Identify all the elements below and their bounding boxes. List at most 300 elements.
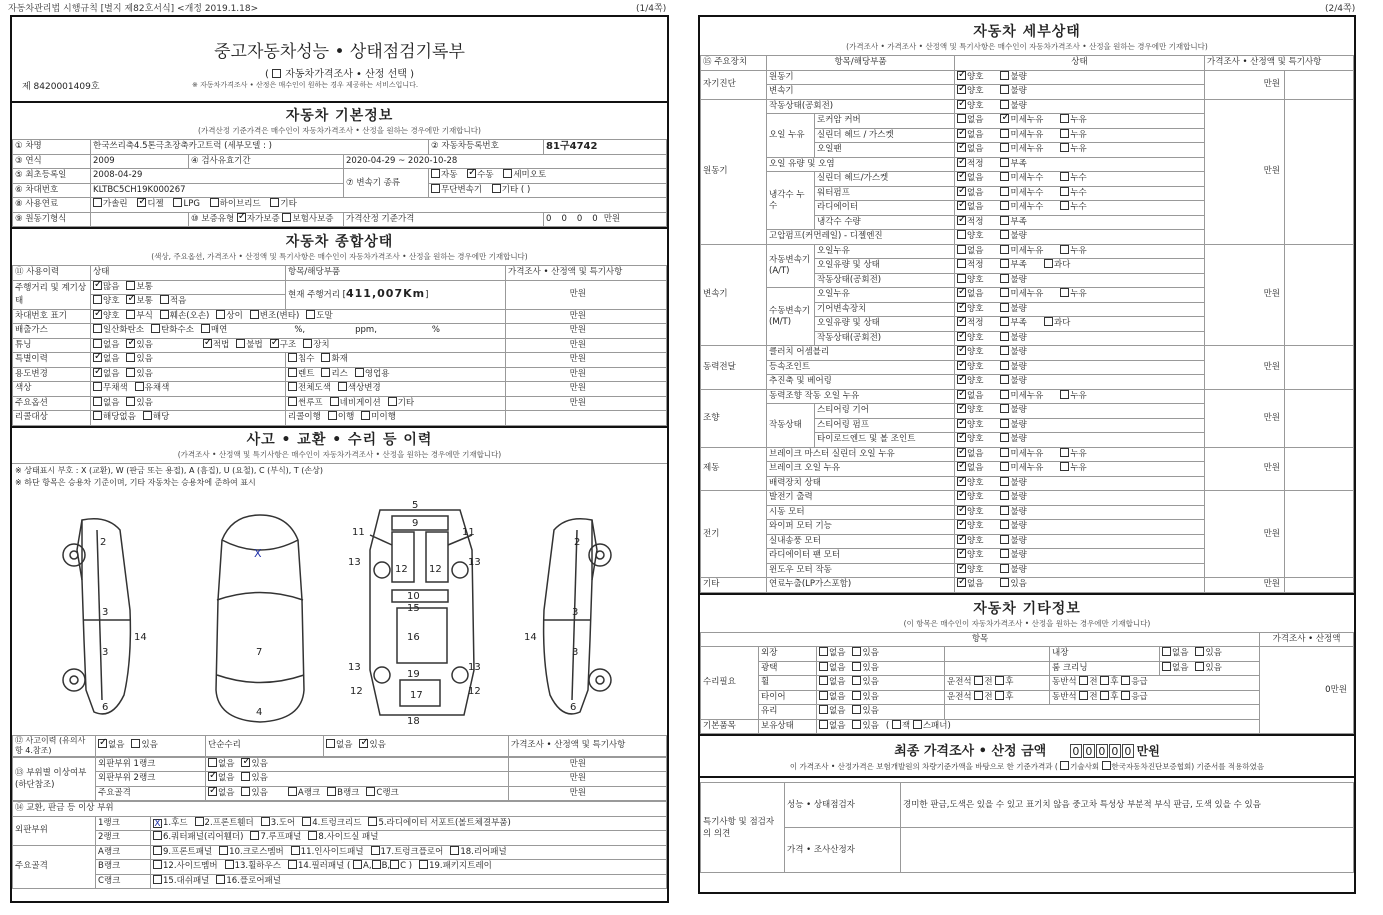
part-label-10: 10 [407,590,420,602]
trans-other-checkbox[interactable] [492,184,501,193]
year-label: ③ 연식 [13,154,91,169]
special-fire-checkbox[interactable] [321,353,330,362]
pillar-b-checkbox[interactable] [372,860,381,869]
state-checkbox[interactable] [957,288,966,297]
glass-none-checkbox[interactable] [819,705,828,714]
frame-rankB-checkbox[interactable] [327,787,336,796]
warranty-insurer-checkbox[interactable] [282,213,291,222]
state-label: 양호 [967,492,984,503]
state-checkbox[interactable] [1060,172,1069,181]
part-status-table [12,757,667,802]
wheel-dr-front-checkbox[interactable] [974,676,983,685]
wheel-dr-rear-label: 후 [1005,677,1014,688]
own-none-checkbox[interactable] [819,720,828,729]
mileage-many-label: 많음 [103,281,120,292]
state-checkbox[interactable] [1000,85,1009,94]
state-checkbox[interactable] [957,114,966,123]
trans-semi-label: 세미오토 [513,170,547,181]
recall-yes-checkbox[interactable] [143,411,152,420]
wheel-driver-label: 운전석 [947,677,972,688]
repair-yes-checkbox[interactable] [359,739,368,748]
outer-rank1-label: 외판부위 1랭크 [96,757,206,772]
tuning-legal-checkbox[interactable] [203,339,212,348]
detail-item: 발전기 출력 [767,491,955,506]
state-checkbox[interactable] [1060,187,1069,196]
detail-note [1285,346,1354,390]
option-navi-checkbox[interactable] [330,397,339,406]
state-checkbox[interactable] [1000,578,1009,587]
option-yes-label: 있음 [136,397,153,408]
fuel-diesel-checkbox[interactable] [137,198,146,207]
state-label: 누수 [1070,173,1087,184]
state-label: 양호 [967,332,984,343]
trunk-lid-checkbox[interactable] [302,817,311,826]
state-checkbox[interactable] [957,71,966,80]
tire-ps-front-label: 전 [1089,691,1098,702]
state-label: 없음 [967,448,984,459]
insp-label: ④ 검사유효기간 [189,154,344,169]
pillar-a-checkbox[interactable] [353,860,362,869]
state-checkbox[interactable] [1000,71,1009,80]
glass-label: 유리 [759,705,817,720]
pillar-c-checkbox[interactable] [390,860,399,869]
price-option-checkbox[interactable] [272,69,281,78]
detail-state [955,505,1205,520]
state-checkbox[interactable] [957,506,966,515]
gauge-normal-checkbox[interactable] [126,295,135,304]
wheel-none-checkbox[interactable] [819,676,828,685]
color-change-checkbox[interactable] [338,382,347,391]
state-checkbox[interactable] [957,433,966,442]
state-option [957,332,983,345]
state-checkbox[interactable] [1060,448,1069,457]
wheel-dr-rear-checkbox[interactable] [995,676,1004,685]
tuning-device-checkbox[interactable] [303,339,312,348]
state-label: 없음 [967,144,984,155]
fuel-options [91,198,667,213]
trans-manual-checkbox[interactable] [467,169,476,178]
state-checkbox[interactable] [1000,129,1009,138]
pillar-a-label: A, [363,861,372,872]
state-checkbox[interactable] [1060,201,1069,210]
frame-yes-checkbox[interactable] [241,787,250,796]
state-checkbox[interactable] [1060,114,1069,123]
mileage-label: 주행거리 및 계기상태 [13,280,91,309]
state-checkbox[interactable] [957,100,966,109]
state-checkbox[interactable] [957,216,966,225]
door-checkbox[interactable] [261,817,270,826]
color-price: 만원 [506,382,667,397]
cross-member-checkbox[interactable] [219,846,228,855]
own-jack-checkbox[interactable] [892,720,901,729]
quarter-panel-checkbox[interactable] [153,831,162,840]
state-checkbox[interactable] [1000,288,1009,297]
special-flood-label: 침수 [298,354,315,365]
detail-state [955,331,1205,346]
form-header [12,17,667,103]
hood-checkbox[interactable]: X [154,818,161,829]
state-checkbox[interactable] [957,535,966,544]
tire-none-checkbox[interactable] [819,691,828,700]
state-checkbox[interactable] [1044,259,1053,268]
detail-item: 작동상태(공회전) [767,99,955,114]
tuning-structure-checkbox[interactable] [270,339,279,348]
device-group-label: 원동기 [701,99,767,244]
use-yes-checkbox[interactable] [126,368,135,377]
option-yes-checkbox[interactable] [126,397,135,406]
trans-manual-label: 수동 [477,170,494,181]
state-checkbox[interactable] [957,419,966,428]
mileage-many-checkbox[interactable] [93,281,102,290]
vinmark-painted-checkbox[interactable] [306,310,315,319]
side-member-checkbox[interactable] [153,860,162,869]
package-tray-checkbox[interactable] [419,860,428,869]
wheel-yes-checkbox[interactable] [852,676,861,685]
state-checkbox[interactable] [1000,520,1009,529]
state-checkbox[interactable] [1000,114,1009,123]
frame-none-label: 없음 [218,787,235,798]
state-label: 불량 [1010,71,1027,82]
detail-price: 만원 [1205,346,1285,390]
odometer-value: 411,007Km [346,287,426,300]
option-other-label: 기타 [397,397,415,408]
accident-title: 사고 • 교환 • 수리 등 이력 [246,431,433,448]
state-checkbox[interactable] [957,549,966,558]
state-checkbox[interactable] [957,346,966,355]
detail-subitem: 스티어링 펌프 [815,418,955,433]
detail-subitem: 워터펌프 [815,186,955,201]
state-checkbox[interactable] [957,230,966,239]
special-label: 특별이력 [13,353,91,368]
state-label: 누수 [1070,202,1087,213]
own-spanner-checkbox[interactable] [913,720,922,729]
frame-none-checkbox[interactable] [208,787,217,796]
special-yes-checkbox[interactable] [126,353,135,362]
rear-panel-checkbox[interactable] [450,846,459,855]
trunk-floor-checkbox[interactable] [371,846,380,855]
tuning-yes-checkbox[interactable] [126,339,135,348]
detail-subitem: 로커암 커버 [815,114,955,129]
recall-complete-checkbox[interactable] [328,411,337,420]
emission-unit-pct: %, [294,325,306,336]
state-checkbox[interactable] [1000,448,1009,457]
state-checkbox[interactable] [957,187,966,196]
accident-price-header: 가격조사 • 산정액 및 특기사항 [509,735,667,756]
vinmark-good-checkbox[interactable] [93,310,102,319]
state-checkbox[interactable] [1060,462,1069,471]
wheel-house-checkbox[interactable] [225,860,234,869]
state-checkbox[interactable] [1000,491,1009,500]
fuel-hybrid-checkbox[interactable] [210,198,219,207]
state-checkbox[interactable] [1000,404,1009,413]
gauge-low-checkbox[interactable] [160,295,169,304]
state-checkbox[interactable] [1000,433,1009,442]
state-checkbox[interactable] [1000,201,1009,210]
state-checkbox[interactable] [1000,187,1009,196]
state-checkbox[interactable] [1000,216,1009,225]
state-checkbox[interactable] [1000,419,1009,428]
kadia-checkbox[interactable] [1102,761,1111,770]
basic-info-note: (가격산정 기준가격은 매수인이 자동차가격조사 • 산정을 원하는 경우에만 기재합니다) [198,126,481,135]
state-checkbox[interactable] [1000,317,1009,326]
tuning-none-checkbox[interactable] [93,339,102,348]
state-checkbox[interactable] [957,332,966,341]
state-checkbox[interactable] [1000,506,1009,515]
state-checkbox[interactable] [1000,303,1009,312]
own-yes-checkbox[interactable] [852,720,861,729]
state-checkbox[interactable] [957,462,966,471]
state-checkbox[interactable] [1000,375,1009,384]
state-checkbox[interactable] [1000,361,1009,370]
use-lease-checkbox[interactable] [321,368,330,377]
state-checkbox[interactable] [1000,274,1009,283]
trans-semi-checkbox[interactable] [503,169,512,178]
service-note: ※ 자동차가격조사 • 산정은 매수인이 원하는 경우 제공하는 서비스입니다. [192,81,419,89]
fuel-gasoline-checkbox[interactable] [93,198,102,207]
tire-dr-front-checkbox[interactable] [974,691,983,700]
state-checkbox[interactable] [1060,288,1069,297]
outer-rank1-none-checkbox[interactable] [208,758,217,767]
kadia-label: 한국자동차진단보증협회 [1111,762,1192,771]
interior-none-checkbox[interactable] [1162,647,1171,656]
wheel-spare-checkbox[interactable] [1121,676,1130,685]
state-checkbox[interactable] [1060,129,1069,138]
fuel-lpg-checkbox[interactable] [173,198,182,207]
state-checkbox[interactable] [1000,172,1009,181]
mileage-normal-checkbox[interactable] [126,281,135,290]
state-label: 양호 [967,274,984,285]
color-chromatic-label: 유채색 [144,383,170,394]
tire-ps-rear-checkbox[interactable] [1100,691,1109,700]
tuning-label: 튜닝 [13,338,91,353]
exterior-yes-checkbox[interactable] [852,647,861,656]
state-checkbox[interactable] [957,491,966,500]
frame-rankC-checkbox[interactable] [366,787,375,796]
detail-item: 시동 모터 [767,505,955,520]
color-full-paint-checkbox[interactable] [288,382,297,391]
special-none-checkbox[interactable] [93,353,102,362]
state-label: 불량 [1010,477,1027,488]
state-checkbox[interactable] [1000,346,1009,355]
state-checkbox[interactable] [1000,259,1009,268]
gauge-good-checkbox[interactable] [93,295,102,304]
state-checkbox[interactable] [1000,564,1009,573]
vinmark-altered-checkbox[interactable] [250,310,259,319]
outer-rank2-yes-checkbox[interactable] [241,772,250,781]
trans-cvt-checkbox[interactable] [431,184,440,193]
motor-type-label: ⑨ 원동기형식 [13,212,91,227]
inside-panel-checkbox[interactable] [291,846,300,855]
roof-panel-checkbox[interactable] [250,831,259,840]
emission-smoke-checkbox[interactable] [201,324,210,333]
room-yes-label: 있음 [1205,662,1222,673]
state-checkbox[interactable] [957,259,966,268]
state-checkbox[interactable] [957,361,966,370]
vinmark-damage-checkbox[interactable] [160,310,169,319]
state-checkbox[interactable] [1000,230,1009,239]
state-label: 불량 [1010,347,1027,358]
warranty-self-checkbox[interactable] [237,213,246,222]
state-checkbox[interactable] [1000,158,1009,167]
overall-note: (색상, 주요옵션, 가격조사 • 산정액 및 특기사항은 매수인이 자동차가격조사 • 산정을 원하는 경우에만 기재합니다) [151,252,528,261]
color-chromatic-checkbox[interactable] [135,382,144,391]
state-checkbox[interactable] [1000,549,1009,558]
state-label: 양호 [967,405,984,416]
option-none-checkbox[interactable] [93,397,102,406]
use-none-checkbox[interactable] [93,368,102,377]
tire-dr-front-label: 전 [984,691,993,702]
use-commercial-checkbox[interactable] [355,368,364,377]
side-sill-checkbox[interactable] [308,831,317,840]
state-label: 미세누유 [1010,289,1044,300]
vinmark-corrosion-checkbox[interactable] [126,310,135,319]
wheel-yes-label: 있음 [862,677,879,688]
emission-co-checkbox[interactable] [93,324,102,333]
emission-smoke-label: 매연 [210,325,228,336]
vinmark-good-label: 양호 [103,310,120,321]
trans-auto-checkbox[interactable] [431,169,440,178]
warranty-self-label: 자가보증 [246,213,280,224]
detail-state [955,389,1205,404]
state-checkbox[interactable] [957,477,966,486]
outer-rank1-yes-checkbox[interactable] [241,758,250,767]
tech-society-checkbox[interactable] [1060,761,1069,770]
state-checkbox[interactable] [1000,245,1009,254]
state-label: 미세누유 [1010,390,1044,401]
warranty-label: ⑩ 보증유형 [191,213,235,224]
emission-hc-checkbox[interactable] [151,324,160,333]
final-digit-3: 0 [1109,744,1121,758]
state-checkbox[interactable] [957,129,966,138]
color-achromatic-checkbox[interactable] [93,382,102,391]
hist-none-checkbox[interactable] [98,739,107,748]
recall-none-checkbox[interactable] [93,411,102,420]
floor-panel-checkbox[interactable] [216,875,225,884]
state-checkbox[interactable] [1000,143,1009,152]
state-option [1000,448,1043,461]
tuning-illegal-checkbox[interactable] [236,339,245,348]
detail-state [955,201,1205,216]
part-label-12-rear-left: 12 [350,685,363,697]
gloss-none-checkbox[interactable] [819,662,828,671]
wheel-ps-front-checkbox[interactable] [1079,676,1088,685]
state-option [957,245,983,258]
fuel-diesel-label: 디젤 [147,199,164,210]
state-checkbox[interactable] [957,390,966,399]
recall-incomplete-checkbox[interactable] [361,411,370,420]
state-checkbox[interactable] [1000,100,1009,109]
inspector-label: 성능 • 상태점검자 [785,783,901,828]
detail-state [955,114,1205,129]
state-checkbox[interactable] [1060,390,1069,399]
pillar-panel-checkbox[interactable] [288,860,297,869]
front-fender-checkbox[interactable] [195,817,204,826]
interior-yes-checkbox[interactable] [1195,647,1204,656]
appraiser-remark [901,828,1354,873]
state-option [1060,187,1086,200]
state-label: 부족 [1010,318,1027,329]
radiator-support-checkbox[interactable] [368,817,377,826]
fuel-other-checkbox[interactable] [270,198,279,207]
special-flood-checkbox[interactable] [288,353,297,362]
repair-none-checkbox[interactable] [326,739,335,748]
state-checkbox[interactable] [957,448,966,457]
room-yes-checkbox[interactable] [1195,662,1204,671]
detail-row [701,346,1354,361]
detail-note [1285,447,1354,491]
state-checkbox[interactable] [957,143,966,152]
option-sunroof-checkbox[interactable] [288,397,297,406]
state-checkbox[interactable] [957,158,966,167]
hist-yes-checkbox[interactable] [131,739,140,748]
part-label-3-left-front: 3 [102,606,109,618]
outer-rank2-none-checkbox[interactable] [208,772,217,781]
state-checkbox[interactable] [957,245,966,254]
front-panel-checkbox[interactable] [153,846,162,855]
state-checkbox[interactable] [1044,317,1053,326]
exterior-none-checkbox[interactable] [819,647,828,656]
frame-rankA-checkbox[interactable] [288,787,297,796]
swap-parts-table [12,801,667,889]
room-none-checkbox[interactable] [1162,662,1171,671]
state-label: 미세누유 [1010,144,1044,155]
odometer-bracket: ] [425,290,429,300]
option-other-checkbox[interactable] [388,397,397,406]
state-checkbox[interactable] [957,578,966,587]
state-checkbox[interactable] [1000,332,1009,341]
state-checkbox[interactable] [1000,390,1009,399]
state-checkbox[interactable] [1000,535,1009,544]
state-checkbox[interactable] [957,404,966,413]
state-checkbox[interactable] [957,172,966,181]
state-checkbox[interactable] [1060,143,1069,152]
state-checkbox[interactable] [957,564,966,573]
state-checkbox[interactable] [957,317,966,326]
detail-title: 자동차 세부상태 [973,24,1081,40]
glass-yes-checkbox[interactable] [852,705,861,714]
use-rent-checkbox[interactable] [288,368,297,377]
tire-ps-front-checkbox[interactable] [1079,691,1088,700]
part-label-6-right: 6 [570,701,577,713]
state-checkbox[interactable] [957,520,966,529]
state-checkbox[interactable] [957,303,966,312]
state-option [957,506,983,519]
reg-no: 81구4742 [544,140,667,155]
state-checkbox[interactable] [1060,245,1069,254]
state-checkbox[interactable] [957,375,966,384]
state-checkbox[interactable] [1000,477,1009,486]
state-label: 누유 [1070,448,1087,459]
tire-dr-rear-checkbox[interactable] [995,691,1004,700]
state-checkbox[interactable] [957,201,966,210]
dash-panel-checkbox[interactable] [153,875,162,884]
tire-spare-checkbox[interactable] [1121,691,1130,700]
tire-yes-checkbox[interactable] [852,691,861,700]
detail-row [701,70,1354,85]
state-checkbox[interactable] [957,85,966,94]
detail-row [701,244,1354,259]
state-checkbox[interactable] [1000,462,1009,471]
tire-spare-label: 응급 [1131,691,1148,702]
gloss-yes-checkbox[interactable] [852,662,861,671]
wheel-ps-rear-checkbox[interactable] [1100,676,1109,685]
state-option [1060,462,1086,475]
vinmark-mismatch-checkbox[interactable] [216,310,225,319]
part-label-14-right: 14 [524,631,537,643]
state-checkbox[interactable] [957,274,966,283]
state-label: 양호 [967,521,984,532]
state-label: 누유 [1070,245,1087,256]
